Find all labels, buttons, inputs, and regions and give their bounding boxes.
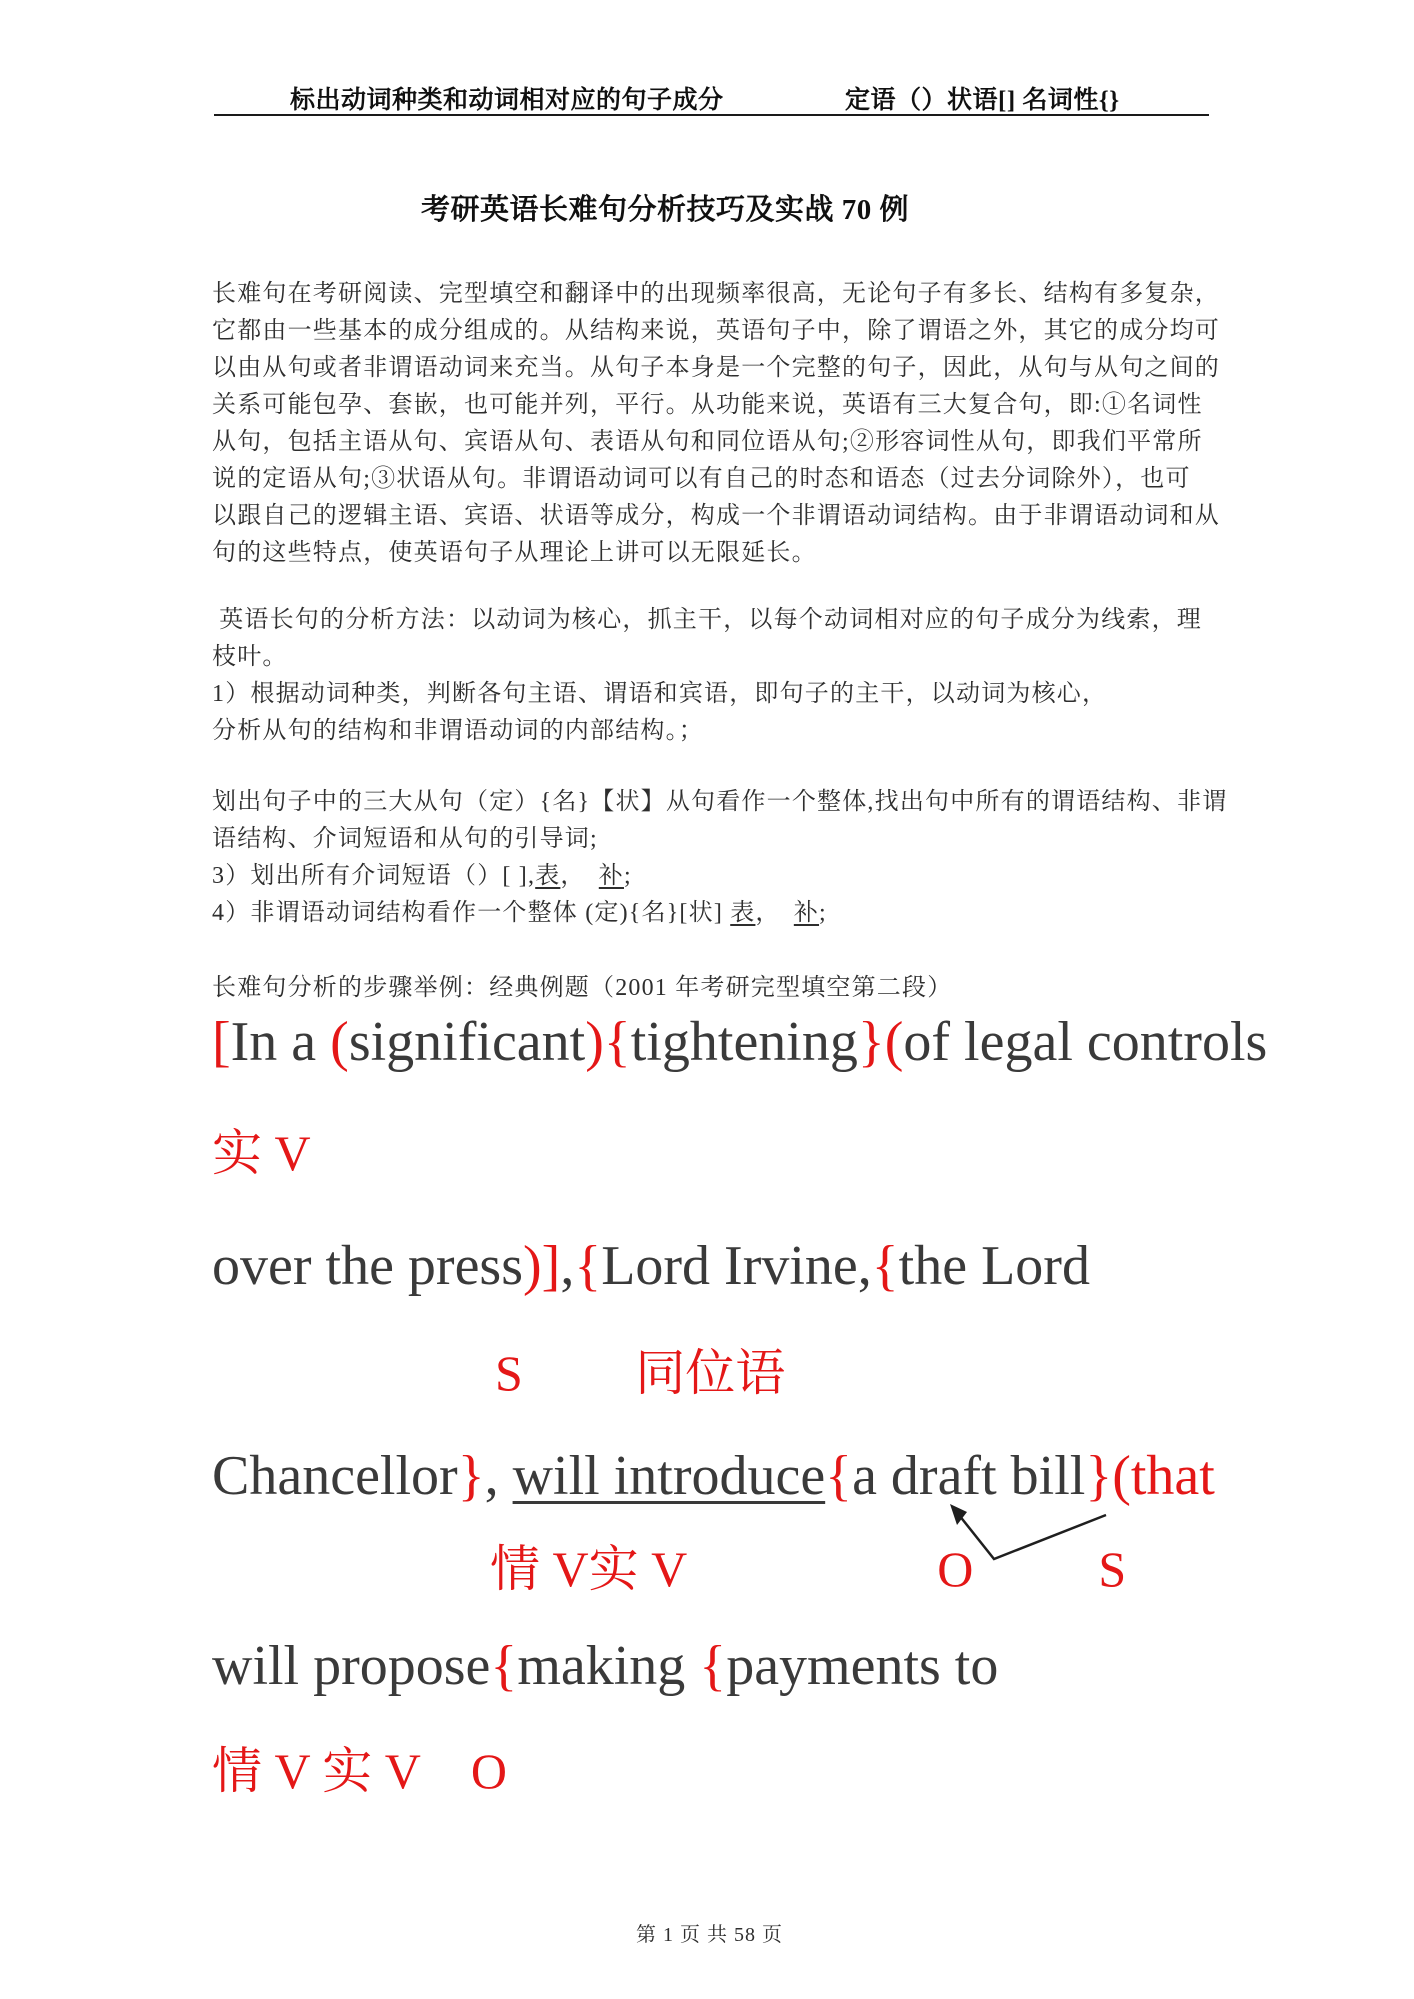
text-segment: { — [490, 1635, 518, 1697]
reference-arrow-graphic — [935, 1498, 1120, 1578]
text-segment: 情 V 实 V — [212, 1743, 421, 1799]
paragraph-line — [212, 858, 1222, 895]
annotation-line-4 — [212, 1744, 507, 1799]
text-segment: 同位语 — [635, 1345, 786, 1401]
analysis-line-1 — [212, 1012, 1267, 1074]
text-segment — [523, 1345, 636, 1401]
paragraph-line: 分析从句的结构和非谓语动词的内部结构。； — [212, 718, 704, 744]
text-segment — [421, 1743, 471, 1799]
text-segment: , — [560, 1235, 575, 1297]
text-segment: ) — [585, 1011, 604, 1073]
text-segment: { — [603, 1011, 631, 1073]
paragraph-line: 长难句在考研阅读、完型填空和翻译中的出现频率很高，无论句子有多长、结构有多复杂， — [212, 281, 1220, 307]
text-segment: payments to — [726, 1635, 999, 1697]
text-segment: 4）非谓语动词结构看作一个整体 (定){名}[状] — [212, 900, 731, 926]
paragraph-line: 关系可能包孕、套嵌，也可能并列，平行。从功能来说，英语有三大复合句，即:①名词性 — [212, 392, 1203, 418]
text-segment: ( — [884, 1011, 904, 1073]
text-segment: 情 V实 V — [490, 1541, 688, 1597]
text-segment: , — [484, 1445, 513, 1507]
text-segment: a draft bill — [852, 1445, 1086, 1507]
paragraph-line: 从句，包括主语从句、宾语从句、表语从句和同位语从句;②形容词性从句，即我们平常所 — [212, 429, 1203, 455]
text-segment: (that — [1112, 1445, 1215, 1507]
paragraph-line: 以跟自己的逻辑主语、宾语、状语等成分，构成一个非谓语动词结构。由于非谓语动词和从 — [212, 503, 1220, 529]
text-segment: over the press — [212, 1235, 524, 1297]
paragraph-line: 说的定语从句;③状语从句。非谓语动词可以有自己的时态和语态（过去分词除外），也可 — [212, 466, 1191, 492]
intro-paragraph — [212, 276, 1222, 572]
text-segment: ; — [624, 863, 632, 889]
text-segment: { — [871, 1235, 899, 1297]
text-segment: O — [937, 1541, 974, 1597]
text-segment: } — [857, 1011, 885, 1073]
text-segment: tightening — [630, 1011, 858, 1073]
text-segment: ; — [819, 900, 827, 926]
text-segment: { — [825, 1445, 853, 1507]
reference-arrow — [935, 1498, 1120, 1578]
text-segment: the Lord — [898, 1235, 1090, 1297]
text-segment: Lord Irvine, — [601, 1235, 872, 1297]
text-segment: S — [495, 1345, 523, 1401]
text-segment: 补 — [598, 863, 624, 889]
text-segment: O — [470, 1743, 507, 1799]
text-segment: significant — [348, 1011, 586, 1073]
text-segment: 实 V — [212, 1125, 311, 1181]
text-segment — [687, 1541, 937, 1597]
text-segment: In a — [230, 1011, 331, 1073]
text-segment: Chancellor — [212, 1445, 458, 1507]
example-caption: 长难句分析的步骤举例：经典例题（2001 年考研完型填空第二段） — [212, 975, 953, 1001]
text-segment: of legal controls — [903, 1011, 1268, 1073]
steps-paragraph — [212, 784, 1228, 932]
text-segment: { — [699, 1635, 727, 1697]
paragraph-line: 1）根据动词种类，判断各句主语、谓语和宾语，即句子的主干，以动词为核心， — [212, 681, 1108, 707]
paragraph-line: 以由从句或者非谓语动词来充当。从句子本身是一个完整的句子，因此，从句与从句之间的 — [212, 355, 1220, 381]
text-segment: 表 — [730, 900, 756, 926]
paragraph-line: 它都由一些基本的成分组成的。从结构来说，英语句子中，除了谓语之外，其它的成分均可 — [212, 318, 1220, 344]
paragraph-line: 划出句子中的三大从句（定）{名}【状】从句看作一个整体,找出句中所有的谓语结构、非谓 — [212, 789, 1228, 815]
text-segment: 补 — [793, 900, 820, 926]
header-rule — [214, 114, 1209, 116]
text-segment: [ — [212, 1011, 231, 1073]
text-segment: { — [574, 1235, 602, 1297]
analysis-line-2 — [212, 1236, 1090, 1298]
paragraph-line: 英语长句的分析方法：以动词为核心，抓主干，以每个动词相对应的句子成分为线索，理 — [212, 607, 1202, 633]
paragraph-line — [212, 895, 1222, 932]
method-paragraph — [212, 602, 1222, 750]
text-segment: making — [517, 1635, 700, 1697]
paragraph-line: 句的这些特点，使英语句子从理论上讲可以无限延长。 — [212, 540, 817, 566]
header-left-text: 标出动词种类和动词相对应的句子成分 — [290, 87, 724, 114]
paragraph-line: 语结构、介词短语和从句的引导词; — [212, 826, 598, 852]
text-segment: S — [1098, 1541, 1127, 1597]
text-segment: ( — [330, 1011, 349, 1073]
page-title: 考研英语长难句分析技巧及实战 70 例 — [420, 194, 909, 226]
text-segment: ， — [560, 863, 599, 889]
text-segment: will introduce — [512, 1445, 826, 1507]
text-segment: ， — [755, 900, 794, 926]
text-segment: 表 — [535, 863, 561, 889]
text-segment: } — [457, 1445, 485, 1507]
annotation-line-2 — [495, 1346, 785, 1401]
header-right-legend: 定语（）状语[] 名词性{} — [845, 87, 1120, 114]
annotation-line-1 — [212, 1126, 311, 1181]
text-segment: } — [1085, 1445, 1113, 1507]
analysis-line-4 — [212, 1636, 998, 1698]
text-segment: will propose — [212, 1635, 491, 1697]
paragraph-line: 枝叶。 — [212, 644, 288, 670]
page-footer: 第 1 页 共 58 页 — [636, 1924, 783, 1946]
text-segment: 3）划出所有介词短语（）[ ], — [212, 863, 536, 889]
text-segment: )] — [523, 1235, 561, 1297]
